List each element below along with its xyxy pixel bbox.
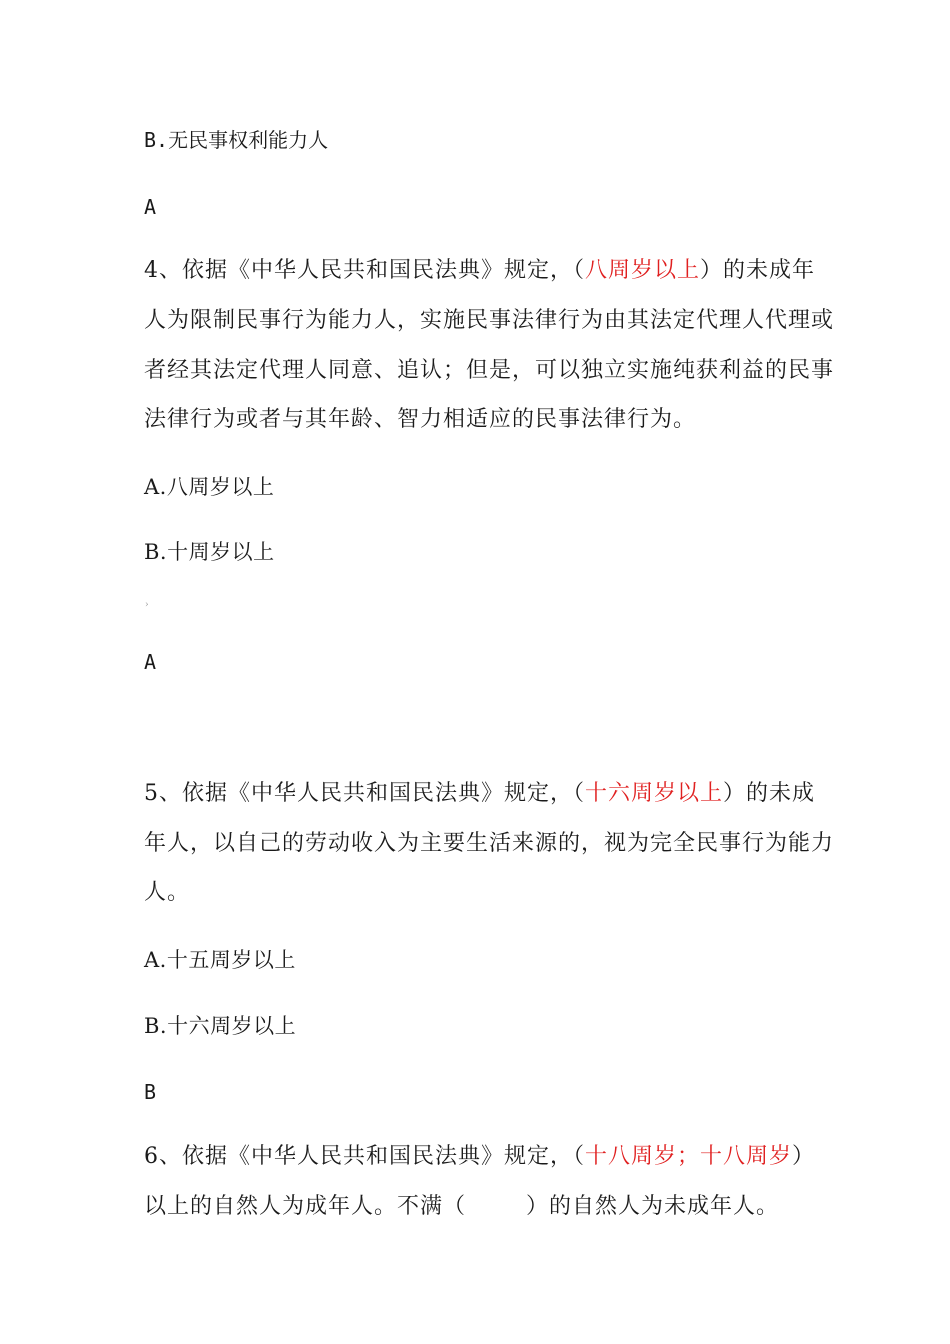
q3-option-b-text: B.无民事权利能力人 [144, 128, 329, 152]
q5-option-b-text: B.十六周岁以上 [144, 1014, 297, 1038]
q5-line-2: 年人，以自己的劳动收入为主要生活来源的，视为完全民事行为能力 [144, 831, 835, 856]
q4-answer: A [144, 650, 157, 674]
q4-option-a [144, 473, 274, 501]
q4-line-1-prefix: 4、依据《中华人民共和国民法典》规定，（ [144, 258, 585, 283]
q6-answer-fill: 十八周岁；十八周岁 [585, 1144, 793, 1169]
q5-option-a-text: A.十五周岁以上 [144, 948, 296, 972]
q3-option-b [144, 126, 328, 154]
q5-answer-fill: 十六周岁以上 [585, 781, 724, 806]
q6-line-1-suffix: ） [792, 1144, 816, 1169]
q3-answer: A [144, 195, 157, 219]
q5-option-b [144, 1012, 296, 1040]
q4-option-b [144, 538, 275, 566]
q5-line-1-suffix: ）的未成 [723, 781, 816, 806]
q6-line-1 [144, 1143, 815, 1171]
q6-line-2-a: 以上的自然人为成年人。不满（ [144, 1194, 467, 1219]
q4-line-4: 法律行为或者与其年龄、智力相适应的民事法律行为。 [144, 407, 697, 432]
q4-line-1-suffix: ）的未成年 [700, 258, 816, 283]
q4-answer-fill: 八周岁以上 [585, 258, 701, 283]
q4-line-3: 者经其法定代理人同意、追认；但是，可以独立实施纯获利益的民事 [144, 358, 835, 383]
q5-line-1-prefix: 5、依据《中华人民共和国民法典》规定，（ [144, 781, 585, 806]
q5-option-a [144, 946, 296, 974]
q4-option-b-text: B.十周岁以上 [144, 540, 275, 564]
stray-mark: › [145, 600, 149, 610]
q4-option-a-text: A.八周岁以上 [144, 475, 275, 499]
q4-line-2: 人为限制民事行为能力人，实施民事法律行为由其法定代理人代理或 [144, 308, 835, 333]
q5-line-1 [144, 780, 815, 808]
q4-line-1 [144, 257, 815, 285]
q6-line-2-b: ）的自然人为未成年人。 [526, 1194, 780, 1219]
q5-answer: B [144, 1080, 157, 1104]
q5-line-3: 人。 [144, 880, 191, 905]
q6-line-2 [144, 1193, 779, 1221]
q6-line-1-prefix: 6、依据《中华人民共和国民法典》规定，（ [144, 1144, 585, 1169]
